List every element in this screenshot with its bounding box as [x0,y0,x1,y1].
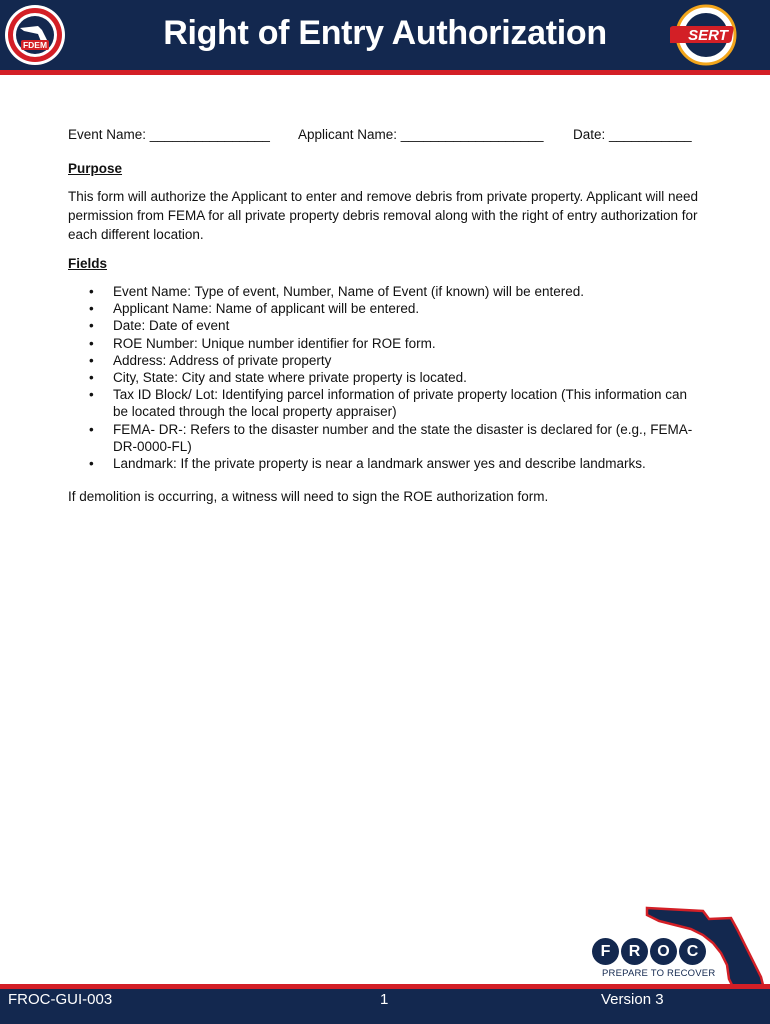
list-item: • Landmark: If the private property is near a landmark answer yes and describe landmarks. [68,455,698,472]
froc-letter: O [650,938,677,965]
header-accent-line [0,70,770,75]
fields-list [68,283,698,472]
fdem-logo-label: FDEM [22,40,48,50]
date-field: Date: ___________ [573,127,692,142]
demolition-note: If demolition is occurring, a witness will need to sign the ROE authorization form. [68,489,549,504]
froc-letter: R [621,938,648,965]
sert-logo-icon [670,4,742,66]
froc-letter: F [592,938,619,965]
list-item: • Applicant Name: Name of applicant will be entered. [68,300,698,317]
version-label: Version 3 [601,991,664,1008]
page-title: Right of Entry Authorization [163,14,607,52]
fields-heading: Fields [68,256,108,271]
froc-letter: C [679,938,706,965]
purpose-paragraph: This form will authorize the Applicant to enter and remove debris from private property. Applicant will need permission from FEMA for all private property debris removal along with the right of entry authorization for each different location. [68,189,699,242]
purpose-heading: Purpose [68,161,123,176]
froc-logo [592,938,710,968]
list-item: • City, State: City and state where private property is located. [68,369,698,386]
froc-tagline: PREPARE TO RECOVER [602,968,716,979]
list-item: • Tax ID Block/ Lot: Identifying parcel information of private property location (This information can be located through the local property appraiser) [68,386,698,420]
list-item: • FEMA- DR-: Refers to the disaster number and the state the disaster is declared for (e.g., FEMA- DR-0000-FL) [68,421,698,455]
list-item: • Event Name: Type of event, Number, Name of Event (if known) will be entered. [68,283,698,300]
list-item: • ROE Number: Unique number identifier for ROE form. [68,335,698,352]
event-name-field: Event Name: ________________ [68,127,270,142]
document-id: FROC-GUI-003 [8,991,113,1008]
list-item: • Date: Date of event [68,317,698,334]
applicant-name-field: Applicant Name: ___________________ [298,127,544,142]
list-item: • Address: Address of private property [68,352,698,369]
page-number: 1 [380,991,389,1008]
sert-logo-label: SERT [688,27,728,44]
